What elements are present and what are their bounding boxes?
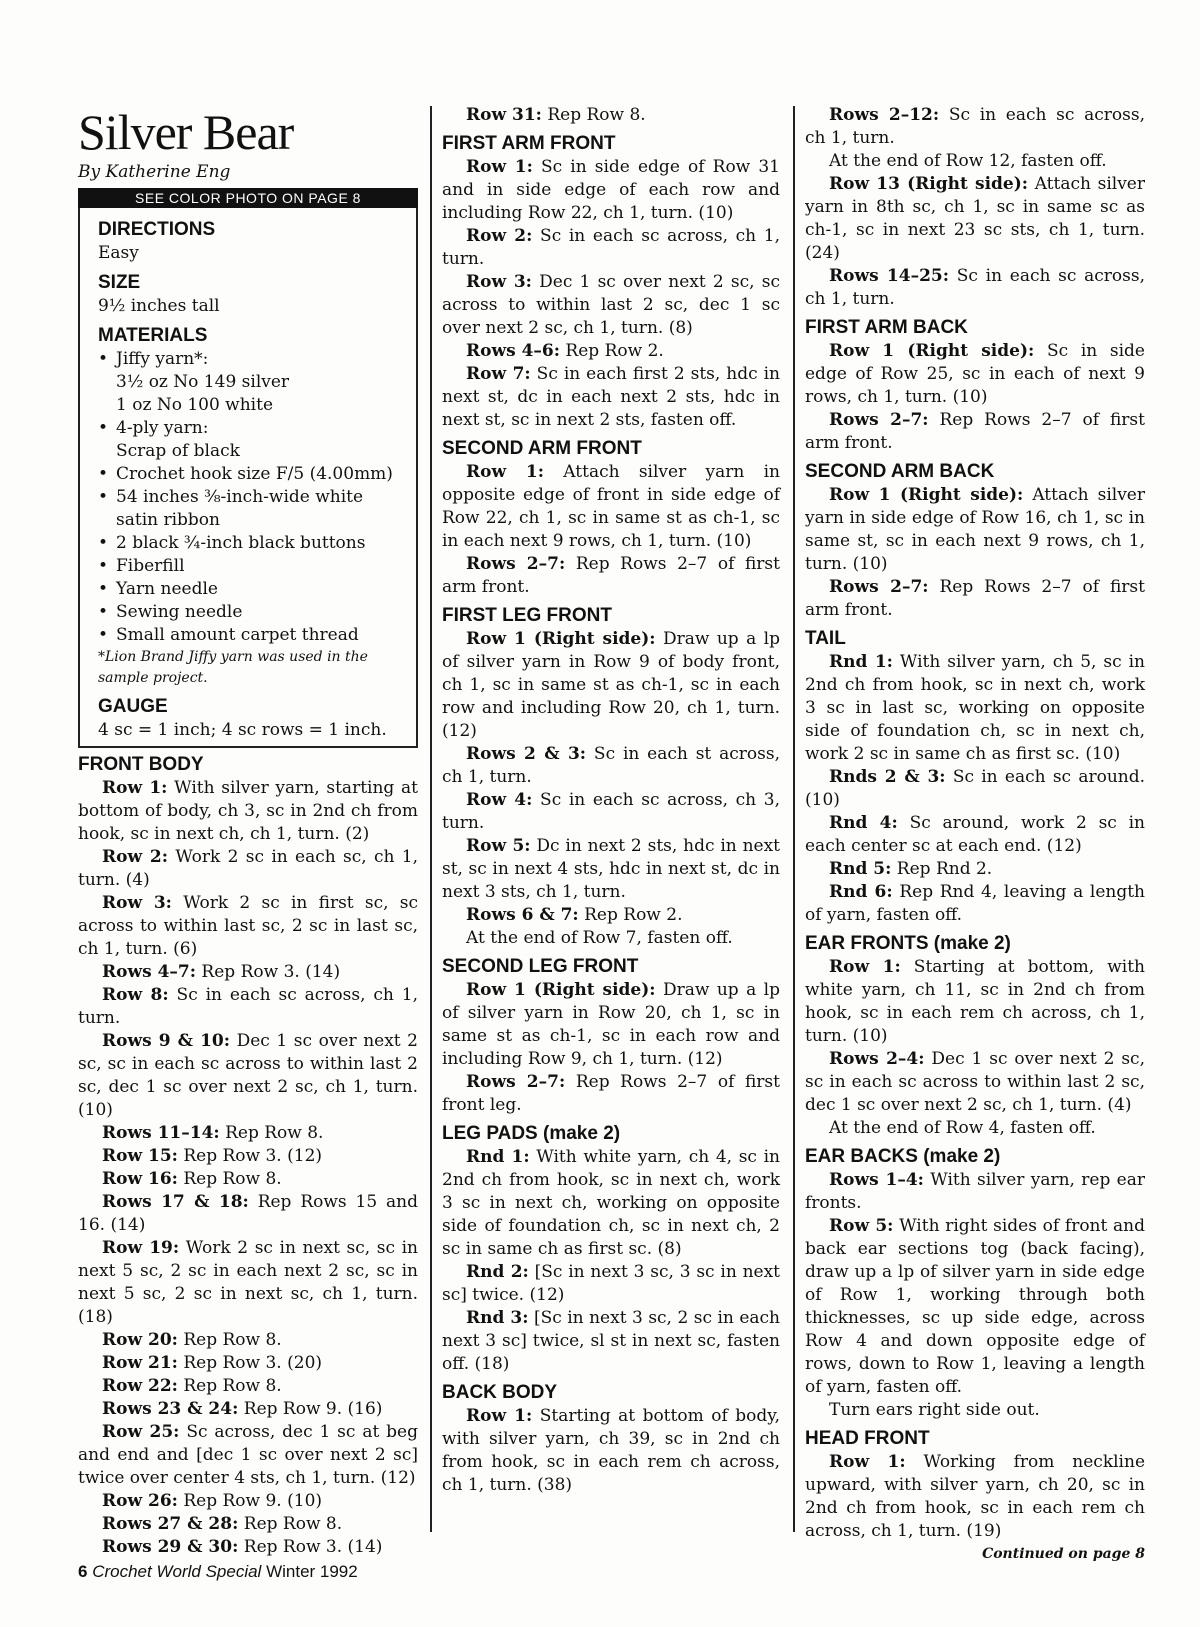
instruction-row: Rows 2–7: Rep Rows 2–7 of first arm front. (805, 577, 1145, 620)
instruction-row: Rows 17 & 18: Rep Rows 15 and 16. (14) (78, 1192, 418, 1235)
instruction-row: Row 8: Sc in each sc across, ch 1, turn. (78, 985, 419, 1028)
instruction-row: Row 4: Sc in each sc across, ch 3, turn. (442, 790, 781, 833)
instruction-row: Rows 11–14: Rep Row 8. (102, 1123, 324, 1143)
instruction-row: Rows 2–4: Dec 1 sc over next 2 sc, sc in each sc across to within last 2 sc, dec 1 sc over next 2 sc, ch 1, turn. (4) (805, 1049, 1145, 1115)
continued-note: Continued on page 8 (982, 1546, 1145, 1562)
material-subitem: Scrap of black (116, 441, 240, 461)
material-item: • Crochet hook size F/5 (4.00mm) (98, 463, 398, 486)
instruction-row: Rows 2–7: Rep Rows 2–7 of first front leg. (442, 1072, 780, 1115)
instruction-row: Row 1 (Right side): Sc in side edge of Row 25, sc in each of next 9 rows, ch 1, turn. (10) (805, 341, 1145, 407)
instruction-row: Row 25: Sc across, dec 1 sc at beg and end and [dec 1 sc over next 2 sc] twice over center 4 sts, ch 1, turn. (12) (78, 1422, 418, 1488)
materials-list (98, 348, 398, 647)
instruction-row: Row 20: Rep Row 8. (102, 1330, 282, 1350)
instruction-row: Row 7: Sc in each first 2 sts, hdc in next st, dc in each next 2 sts, hdc in next st, sc in next 2 sts, fasten off. (442, 364, 780, 430)
instruction-row: Rows 2–12: Sc in each sc across, ch 1, turn. (805, 105, 1145, 148)
material-item: • 2 black ¾-inch black buttons (98, 532, 398, 555)
instruction-row: Row 3: Dec 1 sc over next 2 sc, sc across to within last 2 sc, dec 1 sc over next 2 sc, ch 1, turn. (8) (442, 272, 781, 338)
instruction-row: Row 5: With right sides of front and back ear sections tog (back facing), draw up a lp of silver yarn in side edge of Row 1, working through both thicknesses, sc up side edge, across Row 4 and down opposite edge of rows, down to Row 1, leaving a length of yarn, fasten off. (805, 1216, 1145, 1397)
column-divider (793, 106, 795, 1532)
size-heading: SIZE (98, 272, 141, 293)
front-body-section (78, 752, 418, 1559)
instruction-row: Rows 1–4: With silver yarn, rep ear fronts. (805, 1170, 1145, 1213)
instruction-row: Rows 14–25: Sc in each sc across, ch 1, turn. (805, 266, 1145, 309)
section-heading: FIRST ARM FRONT (442, 133, 616, 154)
directions-heading: DIRECTIONS (98, 219, 216, 240)
column-2 (442, 104, 780, 1497)
section-heading: TAIL (805, 628, 846, 649)
instruction-row: Row 3: Work 2 sc in first sc, sc across to within last sc, 2 sc in last sc, ch 1, turn. (6) (78, 893, 419, 959)
gauge-heading: GAUGE (98, 696, 168, 717)
magazine-name: Crochet World Special (92, 1562, 262, 1581)
page-footer (78, 1562, 358, 1582)
column-divider (430, 106, 432, 1532)
instruction-row: Rows 4–6: Rep Row 2. (466, 341, 664, 361)
instruction-row: Row 21: Rep Row 3. (20) (102, 1353, 323, 1373)
size-value: 9½ inches tall (98, 296, 220, 316)
materials-heading: MATERIALS (98, 325, 208, 346)
instruction-row: Row 1: With silver yarn, starting at bottom of body, ch 3, sc in 2nd ch from hook, sc in next ch, ch 1, turn. (2) (78, 778, 418, 844)
instruction-row: Row 31: Rep Row 8. (466, 105, 646, 125)
section-heading: FIRST LEG FRONT (442, 605, 612, 626)
instruction-row: Row 22: Rep Row 8. (102, 1376, 282, 1396)
instruction-row: Rnd 6: Rep Rnd 4, leaving a length of yarn, fasten off. (805, 882, 1146, 925)
instruction-row: Row 16: Rep Row 8. (102, 1169, 282, 1189)
instruction-row: Row 15: Rep Row 3. (12) (102, 1146, 323, 1166)
instruction-row: Rnd 2: [Sc in next 3 sc, 3 sc in next sc] twice. (12) (442, 1262, 780, 1305)
instruction-row: Row 1 (Right side): Draw up a lp of silver yarn in Row 9 of body front, ch 1, sc in same st as ch-1, sc in each row and including Row 20, ch 1, turn. (12) (442, 629, 780, 741)
instruction-row: Rnds 2 & 3: Sc in each sc around. (10) (805, 767, 1146, 810)
instruction-row: Rows 4–7: Rep Row 3. (14) (102, 962, 341, 982)
section-heading: BACK BODY (442, 1382, 558, 1403)
instruction-row: Row 26: Rep Row 9. (10) (102, 1491, 323, 1511)
section-heading: EAR BACKS (make 2) (805, 1146, 1001, 1167)
instruction-row: Rows 29 & 30: Rep Row 3. (14) (102, 1537, 383, 1557)
yarn-note: *Lion Brand Jiffy yarn was used in the sample project. (98, 649, 368, 686)
gauge-value: 4 sc = 1 inch; 4 sc rows = 1 inch. (98, 720, 387, 740)
instruction-row: Rows 27 & 28: Rep Row 8. (102, 1514, 343, 1534)
material-item: • Yarn needle (98, 578, 398, 601)
instruction-row: Rnd 4: Sc around, work 2 sc in each center sc at each end. (12) (805, 813, 1145, 856)
material-subitem: 1 oz No 100 white (116, 395, 274, 415)
column-3 (805, 104, 1145, 1565)
material-item: • 54 inches ⅜-inch-wide white satin ribbon (98, 486, 398, 532)
instruction-row: At the end of Row 7, fasten off. (466, 928, 733, 948)
instruction-row: Row 1: Starting at bottom of body, with silver yarn, ch 39, sc in 2nd ch from hook, sc in each rem ch across, ch 1, turn. (38) (442, 1406, 780, 1495)
instruction-row: Rows 2 & 3: Sc in each st across, ch 1, turn. (442, 744, 780, 787)
material-item: • 4-ply yarn: Scrap of black (98, 417, 398, 463)
pattern-title: Silver Bear (78, 104, 294, 160)
instruction-row: Row 19: Work 2 sc in next sc, sc in next 5 sc, 2 sc in each next 2 sc, sc in next 5 sc, 2 sc in next sc, ch 1, turn. (18) (78, 1238, 418, 1327)
instruction-row: Row 1: Working from neckline upward, with silver yarn, ch 20, sc in 2nd ch from hook, sc in each rem ch across, ch 1, turn. (19) (805, 1452, 1146, 1541)
instruction-row: Rows 23 & 24: Rep Row 9. (16) (102, 1399, 383, 1419)
instruction-row: Rnd 1: With silver yarn, ch 5, sc in 2nd ch from hook, sc in next ch, work 3 sc in last sc, working on opposite side of foundation ch, sc in next ch, work 2 sc in same ch as first sc. (10) (805, 652, 1145, 764)
instruction-row: Row 2: Work 2 sc in each sc, ch 1, turn. (4) (78, 847, 419, 890)
instruction-row: Turn ears right side out. (829, 1400, 1040, 1420)
section-heading: EAR FRONTS (make 2) (805, 933, 1011, 954)
directions-value: Easy (98, 243, 139, 263)
instruction-row: Row 1 (Right side): Draw up a lp of silver yarn in Row 20, ch 1, sc in same st as ch-1, sc in each row and including Row 9, ch 1, turn. (12) (442, 980, 780, 1069)
instruction-row: At the end of Row 4, fasten off. (829, 1118, 1096, 1138)
material-item: • Sewing needle (98, 601, 398, 624)
instruction-row: Rows 9 & 10: Dec 1 sc over next 2 sc, sc in each sc across to within last 2 sc, dec 1 sc over next 2 sc, ch 1, turn. (10) (78, 1031, 419, 1120)
instruction-row: Rows 2–7: Rep Rows 2–7 of first arm front. (442, 554, 780, 597)
instruction-row: Rnd 3: [Sc in next 3 sc, 2 sc in each next 3 sc] twice, sl st in next sc, fasten off. (18) (442, 1308, 780, 1374)
instruction-row: Rnd 1: With white yarn, ch 4, sc in 2nd ch from hook, sc in next ch, work 3 sc in next ch, working on opposite side of foundation ch, sc in next ch, 2 sc in same ch as first sc. (8) (442, 1147, 780, 1259)
instruction-row: Row 2: Sc in each sc across, ch 1, turn. (442, 226, 781, 269)
material-item: • Jiffy yarn*: 3½ oz No 149 silver 1 oz No 100 white (98, 348, 398, 417)
section-heading: FIRST ARM BACK (805, 317, 968, 338)
section-heading: LEG PADS (make 2) (442, 1123, 621, 1144)
instruction-row: Rows 2–7: Rep Rows 2–7 of first arm front. (805, 410, 1145, 453)
section-heading: SECOND LEG FRONT (442, 956, 639, 977)
instruction-row: Row 1: Starting at bottom, with white yarn, ch 11, sc in 2nd ch from hook, sc in each rem ch across, ch 1, turn. (10) (805, 957, 1146, 1046)
section-heading: SECOND ARM BACK (805, 461, 995, 482)
instruction-row: Row 13 (Right side): Attach silver yarn in 8th sc, ch 1, sc in same sc as ch-1, sc in next 23 sc sts, ch 1, turn. (24) (805, 174, 1145, 263)
material-subitem: 3½ oz No 149 silver (116, 372, 290, 392)
photo-banner: SEE COLOR PHOTO ON PAGE 8 (78, 188, 418, 208)
column-1 (78, 104, 418, 1559)
section-heading: HEAD FRONT (805, 1428, 930, 1449)
instruction-row: Row 1 (Right side): Attach silver yarn in side edge of Row 16, ch 1, sc in same st, sc in each next 9 rows, ch 1, turn. (10) (805, 485, 1145, 574)
instruction-row: Row 1: Sc in side edge of Row 31 and in side edge of each row and including Row 22, ch 1, turn. (10) (442, 157, 780, 223)
column-3-body (805, 104, 1145, 1543)
instruction-row: Rows 6 & 7: Rep Row 2. (466, 905, 683, 925)
material-item: • Small amount carpet thread (98, 624, 398, 647)
byline: By Katherine Eng (78, 162, 231, 182)
instruction-row: Row 5: Dc in next 2 sts, hdc in next st, sc in next 4 sts, hdc in next st, dc in next 3 sts, ch 1, turn. (442, 836, 780, 902)
info-box (78, 208, 418, 748)
material-item: • Fiberfill (98, 555, 398, 578)
instruction-row: Rnd 5: Rep Rnd 2. (829, 859, 993, 879)
instruction-row: At the end of Row 12, fasten off. (829, 151, 1107, 171)
page-number: 6 (78, 1562, 88, 1581)
issue-date: Winter 1992 (266, 1562, 358, 1581)
section-heading: SECOND ARM FRONT (442, 438, 642, 459)
section-heading: FRONT BODY (78, 754, 204, 775)
instruction-row: Row 1: Attach silver yarn in opposite edge of front in side edge of Row 22, ch 1, sc in same st as ch-1, sc in each next 9 rows, ch 1, turn. (10) (442, 462, 781, 551)
